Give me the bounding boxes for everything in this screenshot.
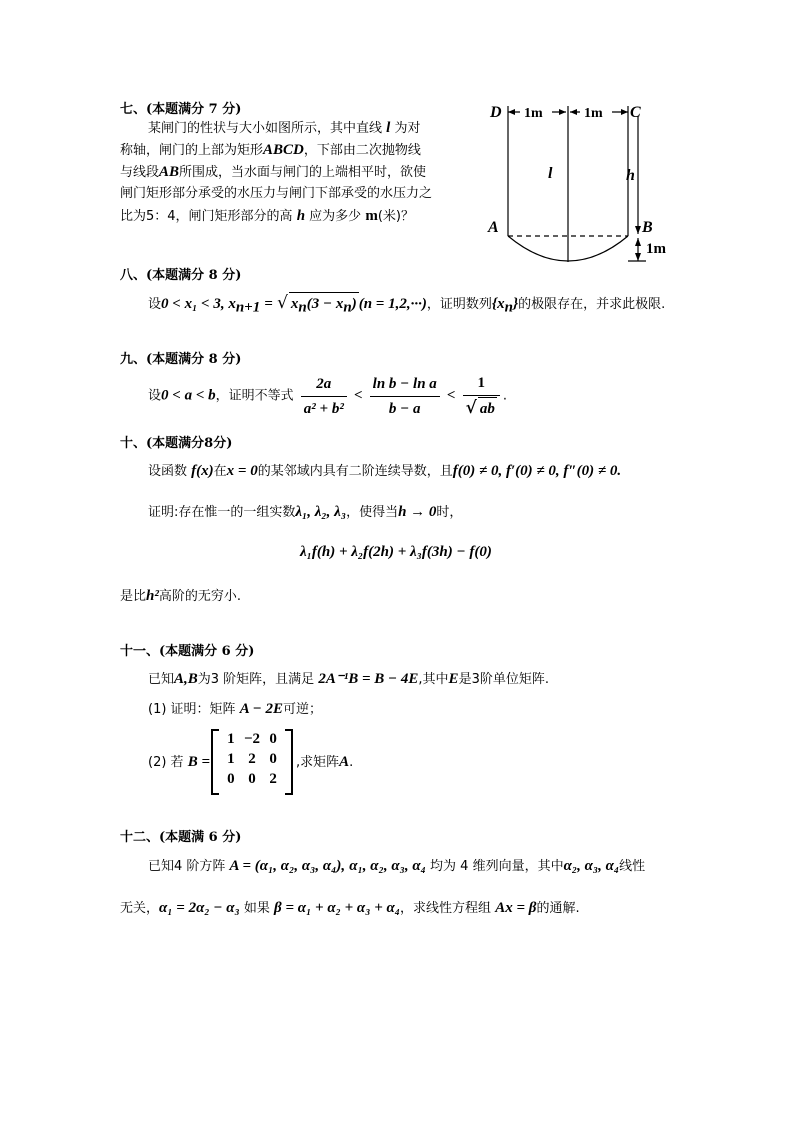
matrix-cell: 0 <box>269 750 277 767</box>
label-l: l <box>548 165 553 182</box>
q10-line1: 设函数 f(x)在x = 0的某邻域内具有二阶连续导数，且f(0) ≠ 0, f′(0) ≠ 0, f″(0) ≠ 0. <box>148 463 622 479</box>
radical-sign: √ <box>277 293 288 313</box>
q9-body: 设0 < a < b，证明不等式 $\frac{2a}{\text{a² + b²}}$ < $\frac{\text{ln b − ln a}}{b - a}$ < $\frac{1}{√ ab}$ . <box>148 372 507 420</box>
matrix-cell: 2 <box>269 770 277 787</box>
arrow-head <box>621 109 628 115</box>
arrow-head <box>635 226 641 234</box>
dim-right-label: 1m <box>584 106 603 121</box>
matrix-cell: −2 <box>243 730 261 747</box>
q11-part2-suffix: ,求矩阵A. <box>296 754 354 770</box>
q7-line4: 闸门矩形部分承受的水压力与闸门下部承受的水压力之 <box>120 186 433 201</box>
q11-header: 十一、(本题满分 6 分) <box>120 644 255 659</box>
fraction-3: $\frac{1}{√ ab}$ <box>463 372 500 420</box>
q7-line5: 比为5：4，闸门矩形部分的高 h 应为多少 m(米)？ <box>120 208 414 224</box>
q12-line1: 已知4 阶方阵 A = (α₁, α₂, α₃, α₄), α₁, α₂, α₃, α₄ 均为 4 维列向量，其中α₂, α₃, α₄线性 <box>148 858 646 874</box>
q10-formula: λ₁f(h) + λ₂f(2h) + λ₃f(3h) − f(0) <box>300 544 492 560</box>
q7-line3: 与线段AB所围成，当水面与闸门的上端相平时，欲使 <box>120 164 427 180</box>
matrix-cell: 0 <box>227 770 235 787</box>
matrix-cell: 0 <box>248 770 256 787</box>
q11-part1: (1) 证明：矩阵 A − 2E可逆； <box>148 701 322 717</box>
radicand: $x_n(3 - x_n)$ <box>289 292 359 319</box>
arrow-head <box>570 109 577 115</box>
matrix-cell: 1 <box>227 730 235 747</box>
bracket-left <box>211 729 219 795</box>
q9-header: 九、(本题满分 8 分) <box>120 352 242 367</box>
q12-header: 十二、(本题满 6 分) <box>120 830 242 845</box>
q8-header: 八、(本题满分 8 分) <box>120 268 242 283</box>
label-A: A <box>488 219 499 236</box>
matrix-cell: 0 <box>269 730 277 747</box>
fraction-2: $\frac{\text{ln b − ln a}}{b - a}$ <box>370 373 440 420</box>
radical-sign: √ <box>465 398 477 418</box>
arrow-head <box>559 109 566 115</box>
q8-body: 设0 < x₁ < 3, $x_{n+1}$ = √ $x_n(3 - x_n) (n = 1,2,\cdot\cdot\cdot)$，证明数列$\{x_n\}$的极限存在，并求此极限. <box>148 292 665 319</box>
dim-bottom-label: 1m <box>646 241 666 257</box>
bracket-right <box>285 729 293 795</box>
gate-figure <box>480 96 680 266</box>
matrix-table <box>221 729 283 789</box>
q11-part2-prefix: (2) 若 B = <box>148 754 211 770</box>
arrow-head <box>635 238 641 246</box>
label-h: h <box>626 167 635 184</box>
matrix-cell: 2 <box>248 750 256 767</box>
dim-left-label: 1m <box>524 106 543 121</box>
q7-line2: 称轴，闸门的上部为矩形ABCD，下部由二次抛物线 <box>120 142 421 158</box>
arrow-head <box>635 253 641 261</box>
arrow-head <box>508 109 515 115</box>
label-D: D <box>490 104 502 121</box>
label-B: B <box>642 219 653 236</box>
q7-header: 七、(本题满分 7 分) <box>120 102 242 117</box>
q7-line1: 某闸门的性状与大小如图所示，其中直线 l 为对 <box>148 120 421 136</box>
matrix-B <box>211 729 293 795</box>
fraction-1: $\frac{2a}{\text{a² + b²}}$ <box>301 373 347 420</box>
matrix-cell: 1 <box>227 750 235 767</box>
q10-line2: 证明:存在惟一的一组实数λ₁, λ₂, λ₃，使得当h → 0时， <box>148 504 463 520</box>
label-C: C <box>630 104 641 121</box>
q11-line1: 已知A,B为3 阶矩阵，且满足 2A⁻¹B = B − 4E,其中E是3阶单位矩阵. <box>148 671 549 687</box>
q10-line3: 是比h²高阶的无穷小. <box>120 588 241 604</box>
q12-line2: 无关，α₁ = 2α₂ − α₃ 如果 β = α₁ + α₂ + α₃ + α₄，求线性方程组 Ax = β的通解. <box>120 900 580 916</box>
q10-header: 十、(本题满分8分) <box>120 436 233 451</box>
